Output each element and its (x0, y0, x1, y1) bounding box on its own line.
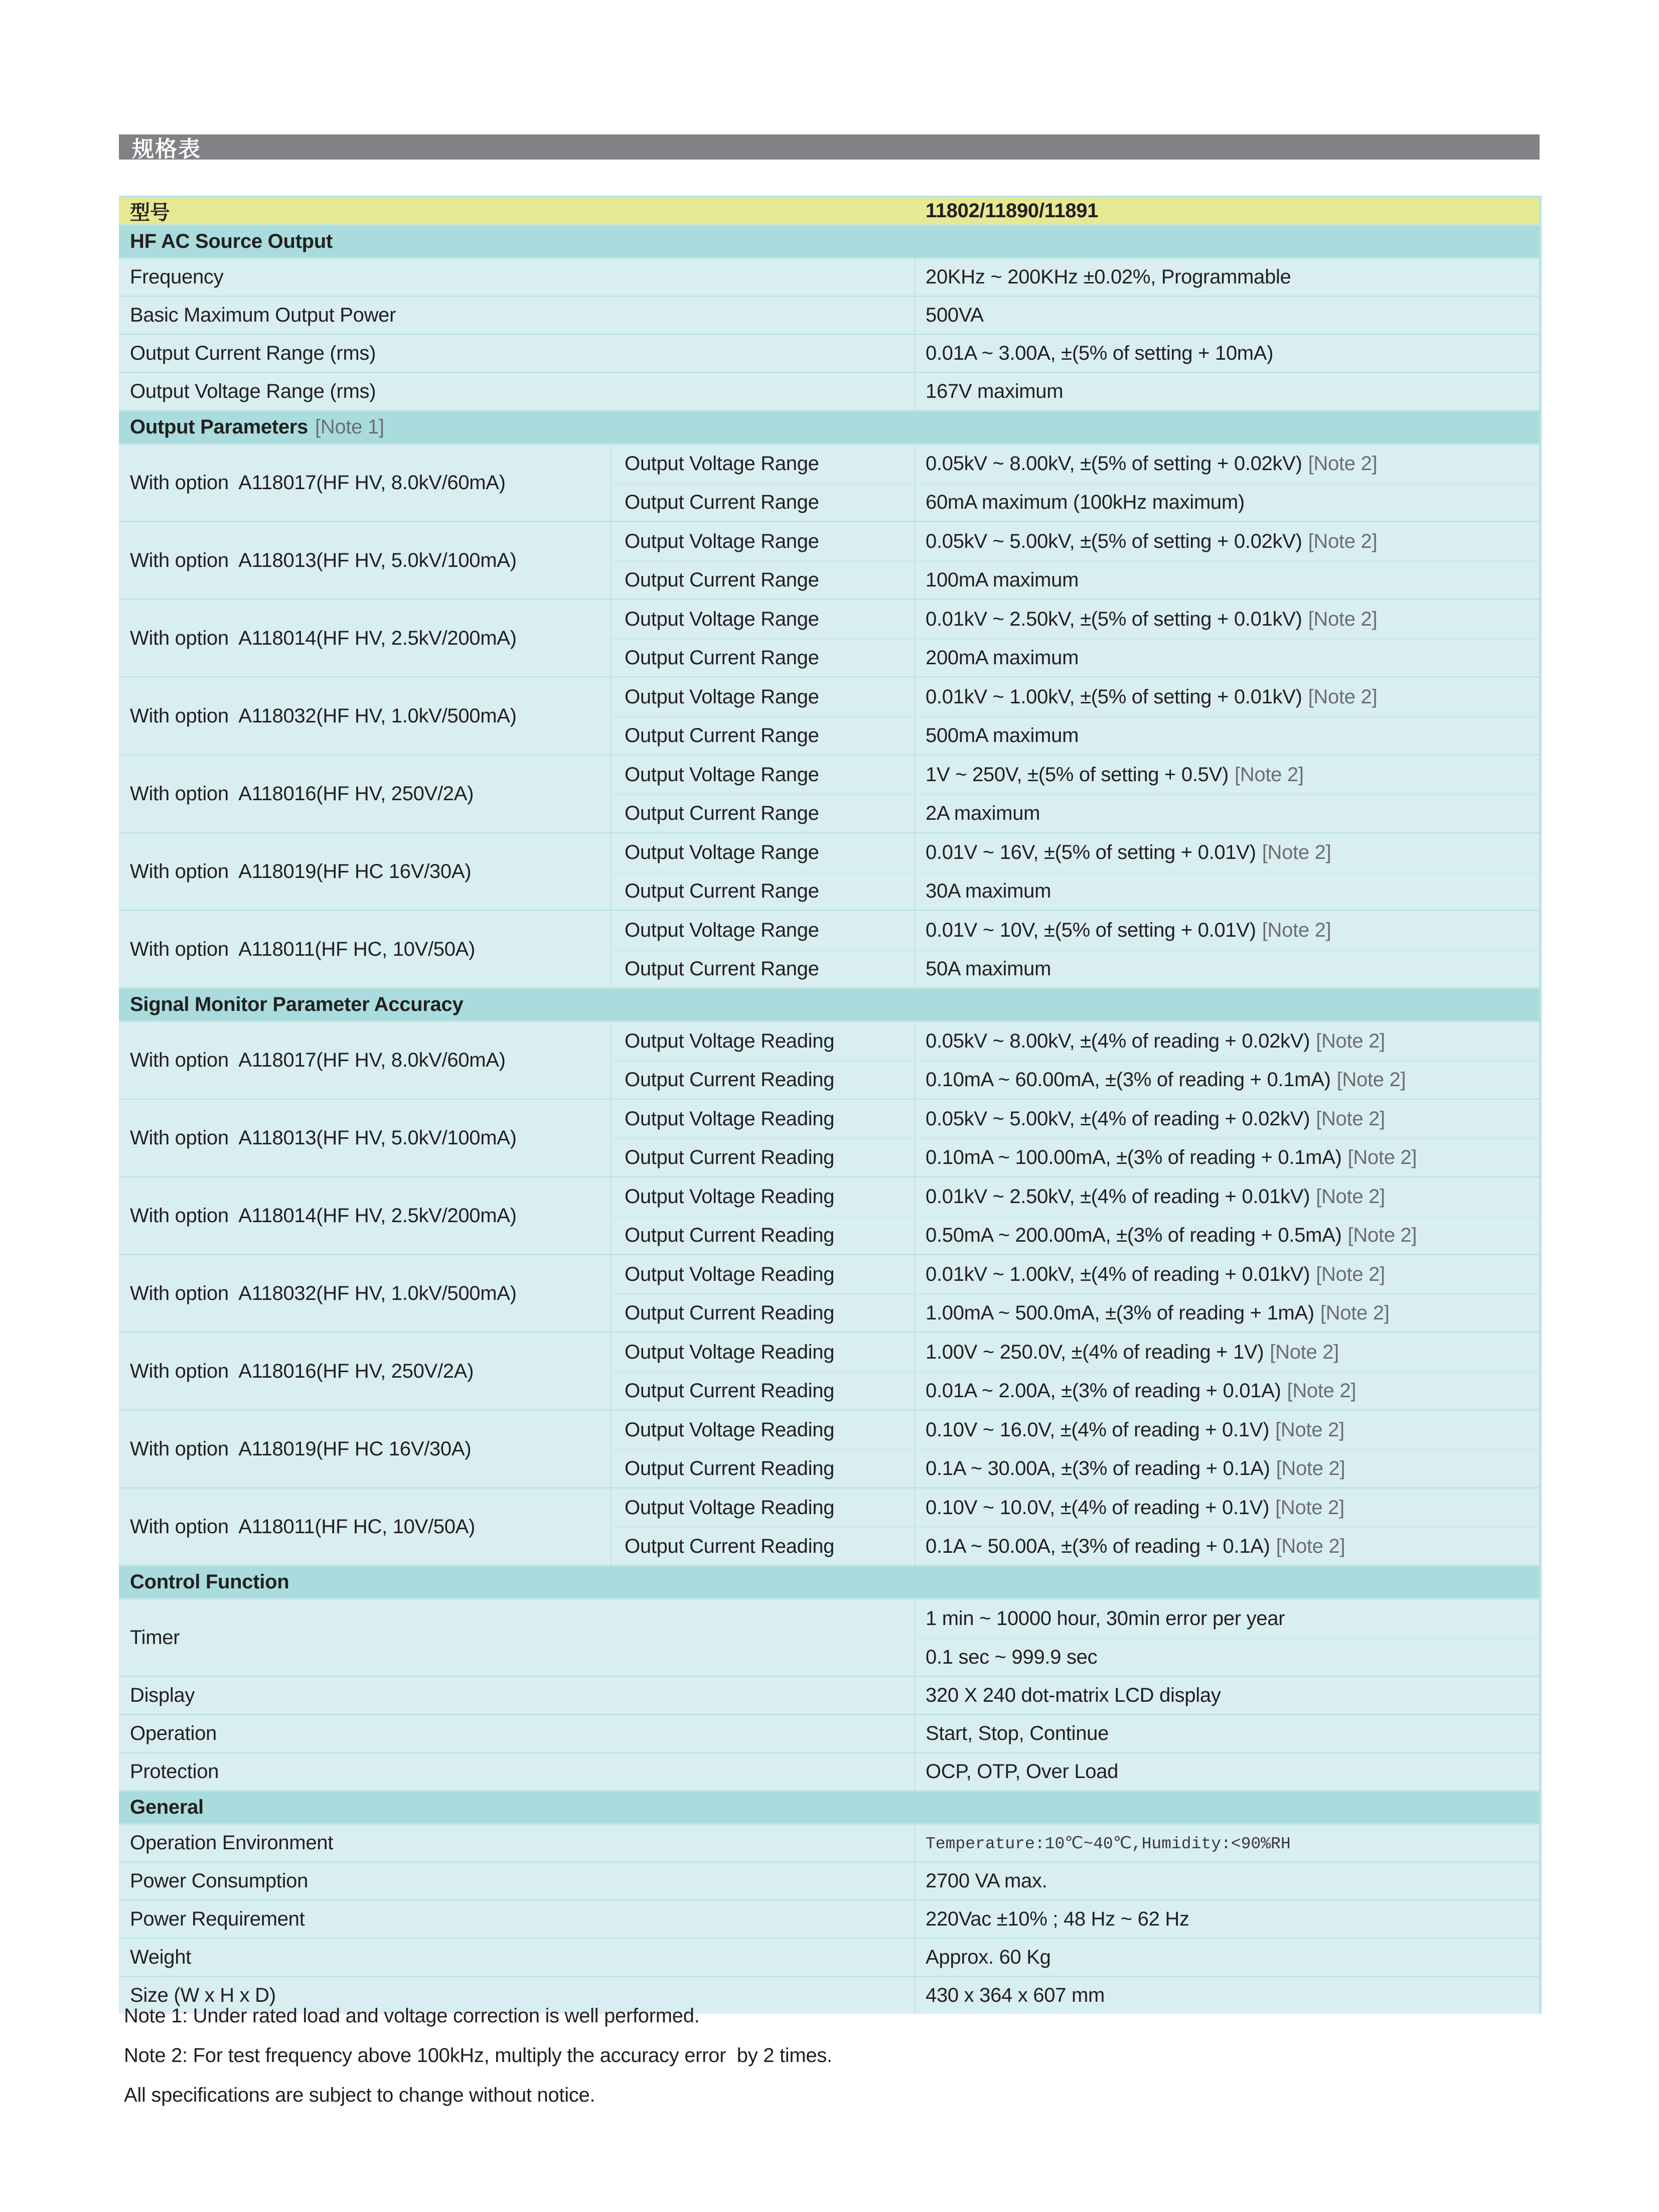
spec-subrow (612, 1138, 1539, 1176)
subrow-value: 1V ~ 250V, ±(5% of setting + 0.5V) (926, 763, 1229, 786)
subrow-label: Output Current Range (625, 958, 819, 980)
spec-subrow (916, 1599, 1539, 1638)
group-label: With option A118032(HF HV, 1.0kV/500mA) (130, 1282, 517, 1304)
subrow-label: Output Voltage Range (625, 685, 819, 708)
subrow-label: Output Current Reading (625, 1380, 835, 1402)
row-label: Frequency (130, 266, 224, 288)
note-ref: [Note 2] (1308, 685, 1378, 708)
spec-subrow (612, 1449, 1539, 1487)
spec-subrow (612, 1216, 1539, 1254)
subrow-value: 1.00V ~ 250.0V, ±(4% of reading + 1V) (926, 1341, 1264, 1363)
subrow-value-cell (914, 1450, 1539, 1487)
group-label: Timer (130, 1626, 180, 1649)
spec-row (119, 257, 1539, 296)
spec-subrow (612, 1333, 1539, 1371)
section-title: General (130, 1796, 204, 1818)
note-ref: [Note 2] (1336, 1069, 1406, 1091)
group-subrows (610, 833, 1539, 910)
section-header-signal-monitor-parameter-accuracy (119, 987, 1539, 1020)
subrow-value-cell (914, 1333, 1539, 1371)
subrow-value-cell (914, 1062, 1539, 1098)
row-value: OCP, OTP, Over Load (926, 1760, 1119, 1783)
subrow-label: Output Voltage Reading (625, 1029, 835, 1052)
spec-subrow (612, 1022, 1539, 1060)
subrow-label: Output Current Reading (625, 1457, 835, 1480)
spec-subrow (612, 833, 1539, 871)
subrow-value-cell (914, 640, 1539, 676)
section-header-hf-ac-source-output (119, 224, 1539, 257)
subrow-value: 0.05kV ~ 8.00kV, ±(5% of setting + 0.02kV) (926, 452, 1302, 475)
row-value: 220Vac ±10% ; 48 Hz ~ 62 Hz (926, 1908, 1189, 1930)
spec-row (119, 372, 1539, 410)
spec-option-group (119, 910, 1539, 987)
subrow-value: 0.01V ~ 10V, ±(5% of setting + 0.01V) (926, 919, 1256, 941)
note-ref: [Note 2] (1262, 919, 1331, 941)
note-ref: [Note 2] (1308, 608, 1378, 630)
model-label: 型号 (130, 201, 170, 224)
note-ref: [Note 2] (1287, 1380, 1356, 1402)
spec-option-group (119, 1098, 1539, 1176)
subrow-value-cell (914, 1139, 1539, 1176)
row-label: Protection (130, 1760, 219, 1783)
spec-row (119, 1823, 1539, 1861)
note-ref: [Note 2] (1276, 1535, 1345, 1557)
subrow-label: Output Voltage Reading (625, 1341, 835, 1363)
subrow-value: 0.01kV ~ 2.50kV, ±(4% of reading + 0.01kV) (926, 1185, 1310, 1208)
group-subrows (610, 1100, 1539, 1176)
group-subrows (610, 911, 1539, 987)
page-title: 规格表 (132, 137, 201, 162)
subrow-value-cell (914, 522, 1539, 560)
section-title: Output Parameters (130, 416, 308, 438)
row-label: Size (W x H x D) (130, 1984, 276, 2006)
note-ref: [Note 2] (1347, 1224, 1417, 1246)
spec-table (119, 196, 1542, 2014)
row-value-cell (914, 1977, 1539, 2014)
row-value-cell (914, 259, 1539, 296)
subrow-value: 500mA maximum (926, 724, 1079, 747)
subrow-value-cell (914, 873, 1539, 910)
section-title: Control Function (130, 1571, 289, 1593)
subrow-value: 0.05kV ~ 8.00kV, ±(4% of reading + 0.02kV) (926, 1029, 1310, 1052)
subrow-value: 0.10V ~ 10.0V, ±(4% of reading + 0.1V) (926, 1496, 1270, 1519)
spec-subrow (612, 756, 1539, 794)
spec-subrow (612, 1411, 1539, 1449)
row-label: Operation (130, 1722, 217, 1744)
section-header-output-parameters (119, 410, 1539, 443)
spec-subrow (612, 1371, 1539, 1409)
subrow-value-cell (916, 1599, 1539, 1638)
note-ref: [Note 1] (315, 416, 384, 438)
subrow-label: Output Current Reading (625, 1224, 835, 1246)
subrow-value-cell (914, 1295, 1539, 1332)
row-value: 2700 VA max. (926, 1870, 1047, 1892)
group-label: With option A118016(HF HV, 250V/2A) (130, 1360, 474, 1382)
spec-row (119, 1861, 1539, 1899)
group-label: With option A118013(HF HV, 5.0kV/100mA) (130, 1126, 517, 1149)
spec-option-group (119, 521, 1539, 599)
spec-row (119, 1714, 1539, 1752)
subrow-label: Output Current Range (625, 491, 819, 513)
subrow-value-cell (914, 911, 1539, 949)
spec-subrow (612, 716, 1539, 754)
subrow-value: 0.05kV ~ 5.00kV, ±(4% of reading + 0.02kV) (926, 1107, 1310, 1130)
subrow-value-cell (914, 562, 1539, 599)
spec-subrow (612, 678, 1539, 716)
group-subrows (610, 600, 1539, 676)
section-title: Signal Monitor Parameter Accuracy (130, 993, 464, 1015)
subrow-value: 0.01A ~ 2.00A, ±(3% of reading + 0.01A) (926, 1380, 1281, 1402)
row-label: Output Voltage Range (rms) (130, 380, 376, 402)
row-value-cell (914, 1753, 1539, 1790)
group-label: With option A118013(HF HV, 5.0kV/100mA) (130, 549, 517, 571)
note-ref: [Note 2] (1316, 1263, 1385, 1285)
subrow-value: 0.10mA ~ 60.00mA, ±(3% of reading + 0.1mA) (926, 1069, 1331, 1091)
subrow-value: 1 min ~ 10000 hour, 30min error per year (926, 1607, 1285, 1630)
note-ref: [Note 2] (1270, 1341, 1339, 1363)
note-ref: [Note 2] (1316, 1185, 1385, 1208)
spec-row (119, 1752, 1539, 1790)
subrow-label: Output Voltage Range (625, 452, 819, 475)
subrow-value-cell (914, 1528, 1539, 1565)
spec-option-group (119, 1020, 1539, 1098)
subrow-label: Output Current Range (625, 724, 819, 747)
row-label: Operation Environment (130, 1832, 334, 1854)
group-label: With option A118014(HF HV, 2.5kV/200mA) (130, 627, 517, 649)
subrow-value-cell (916, 1639, 1539, 1676)
spec-subrow (612, 949, 1539, 987)
subrow-value-cell (914, 1022, 1539, 1060)
note-ref: [Note 2] (1347, 1146, 1417, 1168)
subrow-value: 0.1 sec ~ 999.9 sec (926, 1646, 1098, 1668)
group-subrows (610, 1255, 1539, 1332)
spec-option-group (119, 1254, 1539, 1332)
group-subrows (610, 1333, 1539, 1409)
subrow-value-cell (914, 484, 1539, 521)
subrow-value-cell (914, 795, 1539, 832)
group-label: With option A118032(HF HV, 1.0kV/500mA) (130, 704, 517, 727)
section-title: HF AC Source Output (130, 230, 333, 252)
subrow-label: Output Voltage Reading (625, 1263, 835, 1285)
spec-table-body (119, 224, 1539, 2014)
subrow-value: 1.00mA ~ 500.0mA, ±(3% of reading + 1mA) (926, 1302, 1314, 1324)
subrow-value: 0.01kV ~ 2.50kV, ±(5% of setting + 0.01kV) (926, 608, 1302, 630)
row-value: 20KHz ~ 200KHz ±0.02%, Programmable (926, 266, 1291, 288)
spec-subrow (612, 1293, 1539, 1332)
spec-subrow (612, 1489, 1539, 1527)
spec-subrow (612, 638, 1539, 676)
spec-subrow (612, 871, 1539, 910)
row-value: Temperature:10℃~40℃,Humidity:<90%RH (926, 1835, 1291, 1853)
subrow-value-cell (914, 1489, 1539, 1527)
group-subrows (610, 1177, 1539, 1254)
subrow-label: Output Voltage Range (625, 919, 819, 941)
spec-row (119, 1899, 1539, 1938)
subrow-label: Output Voltage Reading (625, 1107, 835, 1130)
subrow-label: Output Voltage Range (625, 608, 819, 630)
group-subrows (610, 1411, 1539, 1487)
subrow-value: 0.10V ~ 16.0V, ±(4% of reading + 0.1V) (926, 1418, 1270, 1441)
note-ref: [Note 2] (1316, 1107, 1385, 1130)
note-ref: [Note 2] (1275, 1496, 1344, 1519)
spec-subrow (612, 794, 1539, 832)
subrow-value-cell (914, 1373, 1539, 1409)
spec-subrow (612, 600, 1539, 638)
row-label: Display (130, 1684, 195, 1706)
row-value-cell (914, 1939, 1539, 1976)
subrow-label: Output Current Reading (625, 1069, 835, 1091)
spec-option-group (119, 1332, 1539, 1409)
spec-subrow (612, 445, 1539, 483)
group-label: With option A118011(HF HC, 10V/50A) (130, 938, 476, 960)
spec-title-bar (119, 134, 1540, 160)
note-ref: [Note 2] (1308, 530, 1378, 552)
row-value-cell (914, 335, 1539, 372)
group-label: With option A118011(HF HC, 10V/50A) (130, 1515, 476, 1538)
subrow-value: 60mA maximum (100kHz maximum) (926, 491, 1245, 513)
row-value-cell (914, 1715, 1539, 1752)
row-value-cell (914, 1677, 1539, 1714)
subrow-value-cell (914, 600, 1539, 638)
section-header-general (119, 1790, 1539, 1823)
subrow-value: 0.01kV ~ 1.00kV, ±(4% of reading + 0.01kV) (926, 1263, 1310, 1285)
row-label: Output Current Range (rms) (130, 342, 376, 364)
subrow-value-cell (914, 833, 1539, 871)
spec-option-group (119, 443, 1539, 521)
group-label: With option A118017(HF HV, 8.0kV/60mA) (130, 1049, 506, 1071)
spec-subrow (612, 911, 1539, 949)
spec-subrow (612, 483, 1539, 521)
subrow-value-cell (914, 1411, 1539, 1449)
subrow-value: 0.1A ~ 30.00A, ±(3% of reading + 0.1A) (926, 1457, 1270, 1480)
spec-row (119, 1938, 1539, 1976)
subrow-value: 0.50mA ~ 200.00mA, ±(3% of reading + 0.5mA) (926, 1224, 1342, 1246)
subrow-value: 0.01kV ~ 1.00kV, ±(5% of setting + 0.01kV) (926, 685, 1302, 708)
row-value: 430 x 364 x 607 mm (926, 1984, 1105, 2006)
row-value: Start, Stop, Continue (926, 1722, 1109, 1744)
note-ref: [Note 2] (1275, 1418, 1344, 1441)
spec-option-group (119, 754, 1539, 832)
section-header-control-function (119, 1565, 1539, 1598)
group-subrows (914, 1599, 1539, 1676)
subrow-label: Output Current Reading (625, 1535, 835, 1557)
note-ref: [Note 2] (1308, 452, 1378, 475)
subrow-value: 200mA maximum (926, 647, 1079, 669)
subrow-label: Output Voltage Reading (625, 1185, 835, 1208)
row-value-cell (914, 1825, 1539, 1861)
row-value-cell (914, 1863, 1539, 1899)
subrow-value: 0.05kV ~ 5.00kV, ±(5% of setting + 0.02kV) (926, 530, 1302, 552)
group-label: With option A118019(HF HC 16V/30A) (130, 1437, 472, 1460)
group-subrows (610, 756, 1539, 832)
spec-span-group (119, 1598, 1539, 1676)
subrow-label: Output Current Range (625, 880, 819, 902)
subrow-value: 0.10mA ~ 100.00mA, ±(3% of reading + 0.1mA) (926, 1146, 1342, 1168)
row-value-cell (914, 1901, 1539, 1938)
subrow-value: 30A maximum (926, 880, 1051, 902)
footnote: All specifications are subject to change without notice. (124, 2084, 595, 2106)
row-value: 0.01A ~ 3.00A, ±(5% of setting + 10mA) (926, 342, 1274, 364)
footnote: Note 2: For test frequency above 100kHz, multiply the accuracy error by 2 times. (124, 2044, 832, 2067)
note-ref: [Note 2] (1262, 841, 1331, 863)
subrow-value-cell (914, 717, 1539, 754)
spec-subrow (612, 1527, 1539, 1565)
group-subrows (610, 522, 1539, 599)
subrow-value-cell (914, 1177, 1539, 1216)
spec-option-group (119, 1487, 1539, 1565)
subrow-value-cell (914, 1255, 1539, 1293)
group-label: With option A118019(HF HC 16V/30A) (130, 860, 472, 882)
spec-option-group (119, 1409, 1539, 1487)
group-subrows (610, 678, 1539, 754)
footnotes (124, 2005, 832, 2124)
subrow-label: Output Current Range (625, 802, 819, 824)
spec-subrow (612, 1255, 1539, 1293)
subrow-label: Output Current Reading (625, 1146, 835, 1168)
spec-subrow (916, 1638, 1539, 1676)
spec-subrow (612, 1100, 1539, 1138)
row-label: Power Consumption (130, 1870, 309, 1892)
subrow-value: 0.01V ~ 16V, ±(5% of setting + 0.01V) (926, 841, 1256, 863)
spec-row (119, 334, 1539, 372)
subrow-label: Output Voltage Range (625, 763, 819, 786)
row-label: Power Requirement (130, 1908, 305, 1930)
row-label: Weight (130, 1946, 191, 1968)
spec-subrow (612, 522, 1539, 560)
subrow-value: 0.1A ~ 50.00A, ±(3% of reading + 0.1A) (926, 1535, 1270, 1557)
subrow-value-cell (914, 951, 1539, 987)
spec-row (119, 296, 1539, 334)
subrow-label: Output Current Reading (625, 1302, 835, 1324)
spec-option-group (119, 1176, 1539, 1254)
group-subrows (610, 1022, 1539, 1098)
subrow-label: Output Voltage Range (625, 530, 819, 552)
row-value: 500VA (926, 304, 984, 326)
row-value: 167V maximum (926, 380, 1064, 402)
note-ref: [Note 2] (1276, 1457, 1345, 1480)
subrow-label: Output Current Range (625, 569, 819, 591)
footnote: Note 1: Under rated load and voltage correction is well performed. (124, 2005, 700, 2027)
row-value-cell (914, 373, 1539, 410)
row-value: Approx. 60 Kg (926, 1946, 1051, 1968)
model-value: 11802/11890/11891 (926, 199, 1099, 222)
row-label: Basic Maximum Output Power (130, 304, 396, 326)
subrow-value: 50A maximum (926, 958, 1051, 980)
spec-row (119, 1676, 1539, 1714)
subrow-value: 2A maximum (926, 802, 1040, 824)
row-value: 320 X 240 dot-matrix LCD display (926, 1684, 1221, 1706)
subrow-label: Output Voltage Reading (625, 1496, 835, 1519)
group-label: With option A118014(HF HV, 2.5kV/200mA) (130, 1204, 517, 1227)
group-subrows (610, 445, 1539, 521)
subrow-label: Output Current Range (625, 647, 819, 669)
note-ref: [Note 2] (1235, 763, 1304, 786)
subrow-value-cell (914, 1100, 1539, 1138)
spec-subrow (612, 560, 1539, 599)
spec-subrow (612, 1177, 1539, 1216)
row-value-cell (914, 297, 1539, 334)
subrow-value-cell (914, 756, 1539, 794)
group-label: With option A118016(HF HV, 250V/2A) (130, 782, 474, 805)
spec-subrow (612, 1060, 1539, 1098)
subrow-value: 100mA maximum (926, 569, 1079, 591)
subrow-value-cell (914, 1217, 1539, 1254)
subrow-value-cell (914, 445, 1539, 483)
group-label: With option A118017(HF HV, 8.0kV/60mA) (130, 471, 506, 494)
note-ref: [Note 2] (1316, 1029, 1385, 1052)
spec-option-group (119, 599, 1539, 676)
spec-option-group (119, 676, 1539, 754)
group-subrows (610, 1489, 1539, 1565)
model-row (119, 197, 1539, 224)
subrow-label: Output Voltage Range (625, 841, 819, 863)
subrow-label: Output Voltage Reading (625, 1418, 835, 1441)
note-ref: [Note 2] (1320, 1302, 1390, 1324)
subrow-value-cell (914, 678, 1539, 716)
spec-option-group (119, 832, 1539, 910)
